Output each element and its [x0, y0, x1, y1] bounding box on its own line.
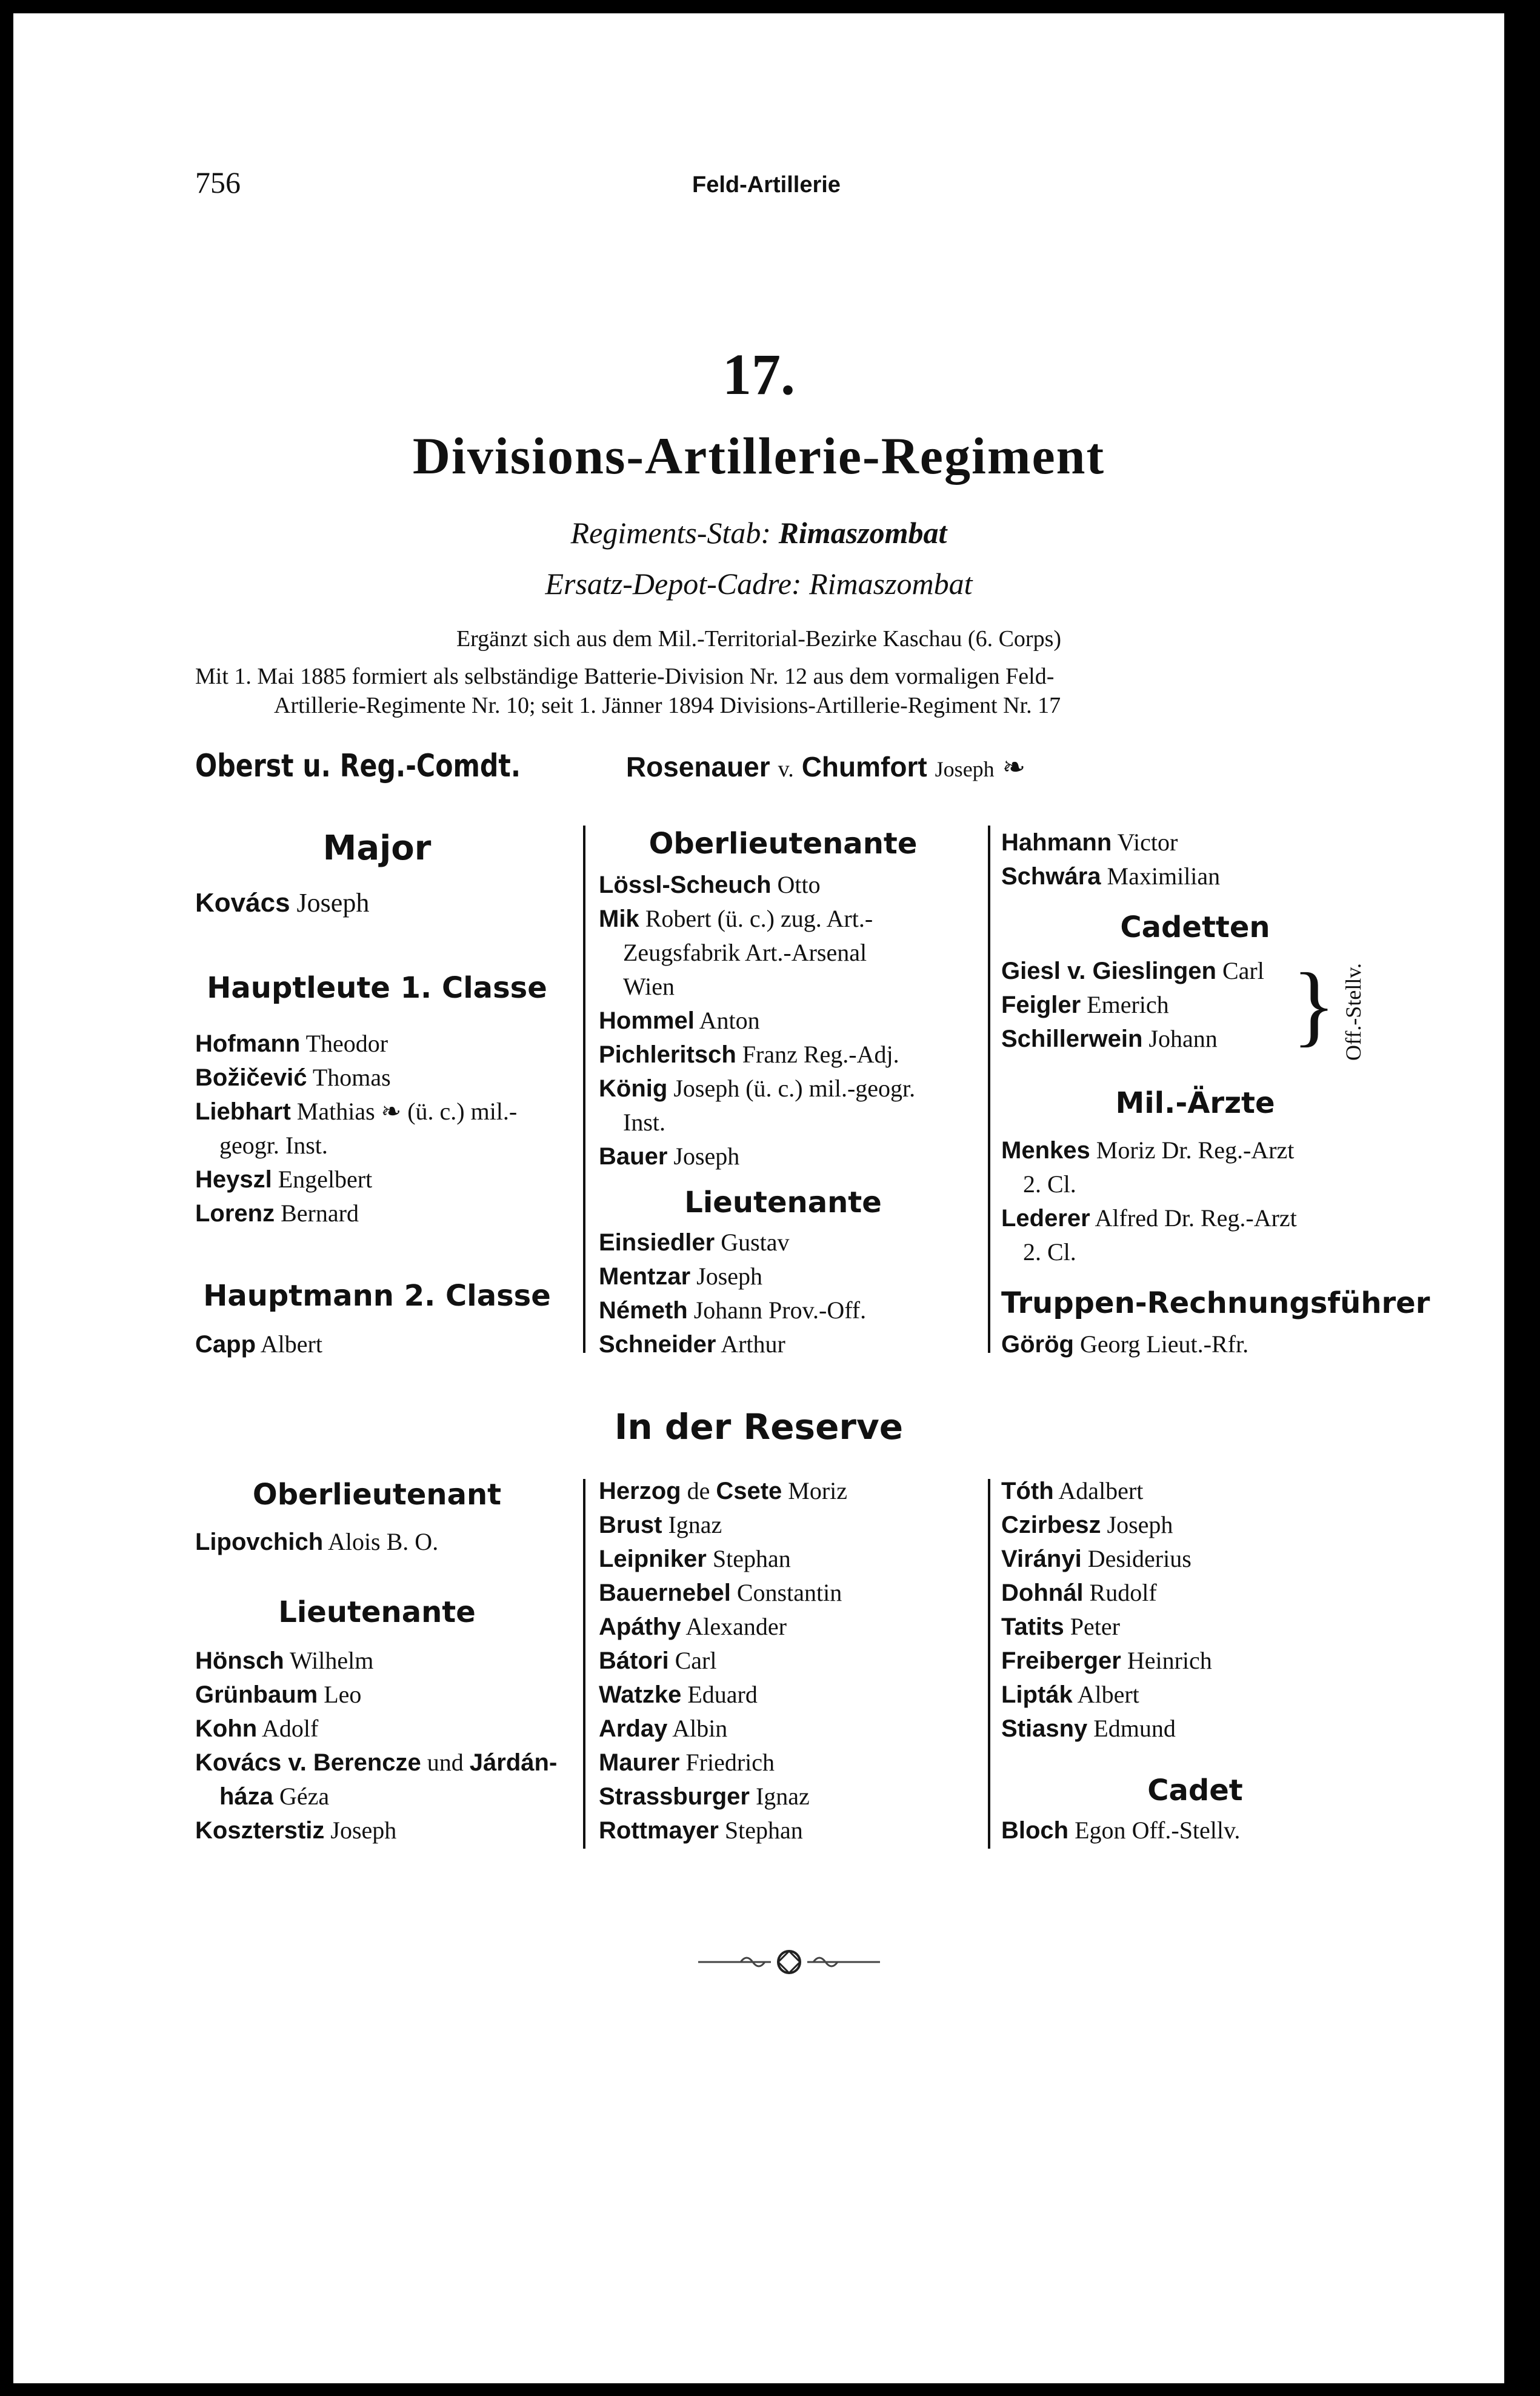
list-item: Freiberger Heinrich [1001, 1647, 1212, 1674]
regiment-number: 17. [722, 342, 795, 407]
list-item-continuation: geogr. Inst. [219, 1132, 328, 1159]
supplement-line: Ergänzt sich aus dem Mil.-Territorial-Bezirke Kaschau (6. Corps) [456, 626, 1062, 652]
order-decoration-icon: ❧ [1002, 752, 1026, 783]
list-item: Brust Ignaz [599, 1511, 722, 1538]
list-item: Grünbaum Leo [195, 1681, 362, 1708]
list-item: Hommel Anton [599, 1007, 760, 1034]
list-item: Lipovchich Alois B. O. [195, 1528, 439, 1555]
list-item: Görög Georg Lieut.-Rfr. [1001, 1330, 1249, 1358]
cadetten-note: Off.-Stellv. [1341, 963, 1365, 1061]
list-item: Czirbesz Joseph [1001, 1511, 1173, 1538]
regiment-name: Divisions-Artillerie-Regiment [412, 427, 1105, 485]
list-item-continuation: 2. Cl. [1023, 1238, 1076, 1266]
commander-surname-2: Chumfort [801, 751, 927, 783]
list-item: Németh Johann Prov.-Off. [599, 1296, 867, 1324]
reserve-cadet-heading: Cadet [1147, 1774, 1243, 1807]
list-item: Hofmann Theodor [195, 1030, 388, 1057]
commander-particle: v. [778, 756, 794, 782]
staff-line [213, 515, 1304, 550]
list-item: Pichleritsch Franz Reg.-Adj. [599, 1041, 899, 1068]
staff-place: Rimaszombat [778, 516, 947, 550]
page-number: 756 [195, 165, 241, 199]
list-item-continuation: Inst. [623, 1109, 665, 1136]
commander-rank: Oberst u. Reg.-Comdt. [195, 748, 521, 784]
list-item: Apáthy Alexander [599, 1613, 787, 1640]
document-page [13, 13, 1504, 2383]
list-item: Kohn Adolf [195, 1715, 319, 1742]
list-item: Feigler Emerich [1001, 991, 1169, 1018]
aerzte-heading: Mil.-Ärzte [1115, 1086, 1275, 1120]
staff-label: Regiments-Stab: [570, 516, 772, 550]
list-item: Kovács Joseph [195, 888, 370, 918]
reserve-lieutenante-heading: Lieutenante [278, 1595, 476, 1629]
column-divider [583, 1479, 585, 1849]
order-decoration-icon: ❧ [381, 1098, 402, 1125]
list-item: Lederer Alfred Dr. Reg.-Arzt [1001, 1204, 1297, 1232]
list-item: Herzog de Csete Moriz [599, 1477, 848, 1504]
list-item: háza Géza [219, 1783, 330, 1810]
list-item-continuation: Zeugsfabrik Art.-Arsenal [623, 939, 867, 966]
list-item: Dohnál Rudolf [1001, 1579, 1157, 1606]
oberlieutenante-heading: Oberlieutenante [648, 827, 918, 861]
brace-icon: } [1292, 955, 1336, 1055]
list-item: Capp Albert [195, 1330, 322, 1358]
commander-line [195, 748, 1025, 784]
list-item: Heyszl Engelbert [195, 1166, 373, 1193]
cadetten-heading: Cadetten [1120, 910, 1270, 944]
list-item: Koszterstiz Joseph [195, 1817, 397, 1844]
list-item: Lorenz Bernard [195, 1200, 359, 1227]
list-item: König Joseph (ü. c.) mil.-geogr. [599, 1075, 916, 1102]
reserve-oberlieutenant-heading: Oberlieutenant [252, 1478, 502, 1512]
list-item: Rottmayer Stephan [599, 1817, 803, 1844]
list-item-continuation: Wien [623, 973, 675, 1000]
major-heading: Major [322, 829, 432, 868]
list-item: Bátori Carl [599, 1647, 717, 1674]
reserve-heading: In der Reserve [614, 1406, 904, 1447]
commander-surname: Rosenauer [625, 751, 770, 783]
list-item: Schwára Maximilian [1001, 863, 1221, 890]
list-item: Božičević Thomas [195, 1064, 391, 1091]
history-line-2: Artillerie-Regimente Nr. 10; seit 1. Jänner 1894 Divisions-Artillerie-Regiment Nr. 17 [274, 693, 1061, 718]
list-item: Virányi Desiderius [1001, 1545, 1192, 1572]
column-divider [583, 826, 585, 1353]
list-item: Liebhart Mathias ❧ (ü. c.) mil.- [195, 1098, 518, 1125]
list-item: Leipniker Stephan [599, 1545, 791, 1572]
list-item: Schillerwein Johann [1001, 1025, 1218, 1052]
list-item: Stiasny Edmund [1001, 1715, 1176, 1742]
list-item: Menkes Moriz Dr. Reg.-Arzt [1001, 1136, 1295, 1164]
list-item: Tatits Peter [1001, 1613, 1120, 1640]
rechnung-heading: Truppen-Rechnungsführer [1001, 1286, 1430, 1320]
list-item: Bauer Joseph [599, 1143, 740, 1170]
list-item-continuation: 2. Cl. [1023, 1170, 1076, 1198]
list-item: Strassburger Ignaz [599, 1783, 810, 1810]
list-item: Mentzar Joseph [599, 1263, 763, 1290]
list-item: Lipták Albert [1001, 1681, 1139, 1708]
commander-given: Joseph [935, 757, 995, 781]
hauptmann2-heading: Hauptmann 2. Classe [203, 1279, 551, 1313]
hauptleute1-heading: Hauptleute 1. Classe [207, 971, 547, 1005]
list-item: Arday Albin [599, 1715, 728, 1742]
running-title: Feld-Artillerie [692, 172, 841, 198]
list-item: Giesl v. Gieslingen Carl [1001, 957, 1264, 984]
list-item: Kovács v. Berencze und Járdán- [195, 1749, 558, 1776]
depot-line: Ersatz-Depot-Cadre: Rimaszombat [545, 567, 973, 601]
lieutenante-heading: Lieutenante [684, 1186, 882, 1220]
list-item: Bloch Egon Off.-Stellv. [1001, 1817, 1241, 1844]
list-item: Einsiedler Gustav [599, 1229, 790, 1256]
list-item: Hönsch Wilhelm [195, 1647, 374, 1674]
column-divider [988, 826, 990, 1353]
list-item: Watzke Eduard [599, 1681, 758, 1708]
ornament-divider-icon [692, 1941, 886, 1983]
list-item: Bauernebel Constantin [599, 1579, 842, 1606]
list-item: Tóth Adalbert [1001, 1477, 1144, 1504]
list-item: Lössl-Scheuch Otto [599, 871, 821, 898]
list-item: Maurer Friedrich [599, 1749, 775, 1776]
history-line-1: Mit 1. Mai 1885 formiert als selbständige Batterie-Division Nr. 12 aus dem vormaligen Feld- [195, 664, 1055, 689]
list-item: Hahmann Victor [1001, 829, 1178, 856]
list-item: Schneider Arthur [599, 1330, 785, 1358]
list-item: Mik Robert (ü. c.) zug. Art.- [599, 905, 873, 932]
column-divider [988, 1479, 990, 1849]
